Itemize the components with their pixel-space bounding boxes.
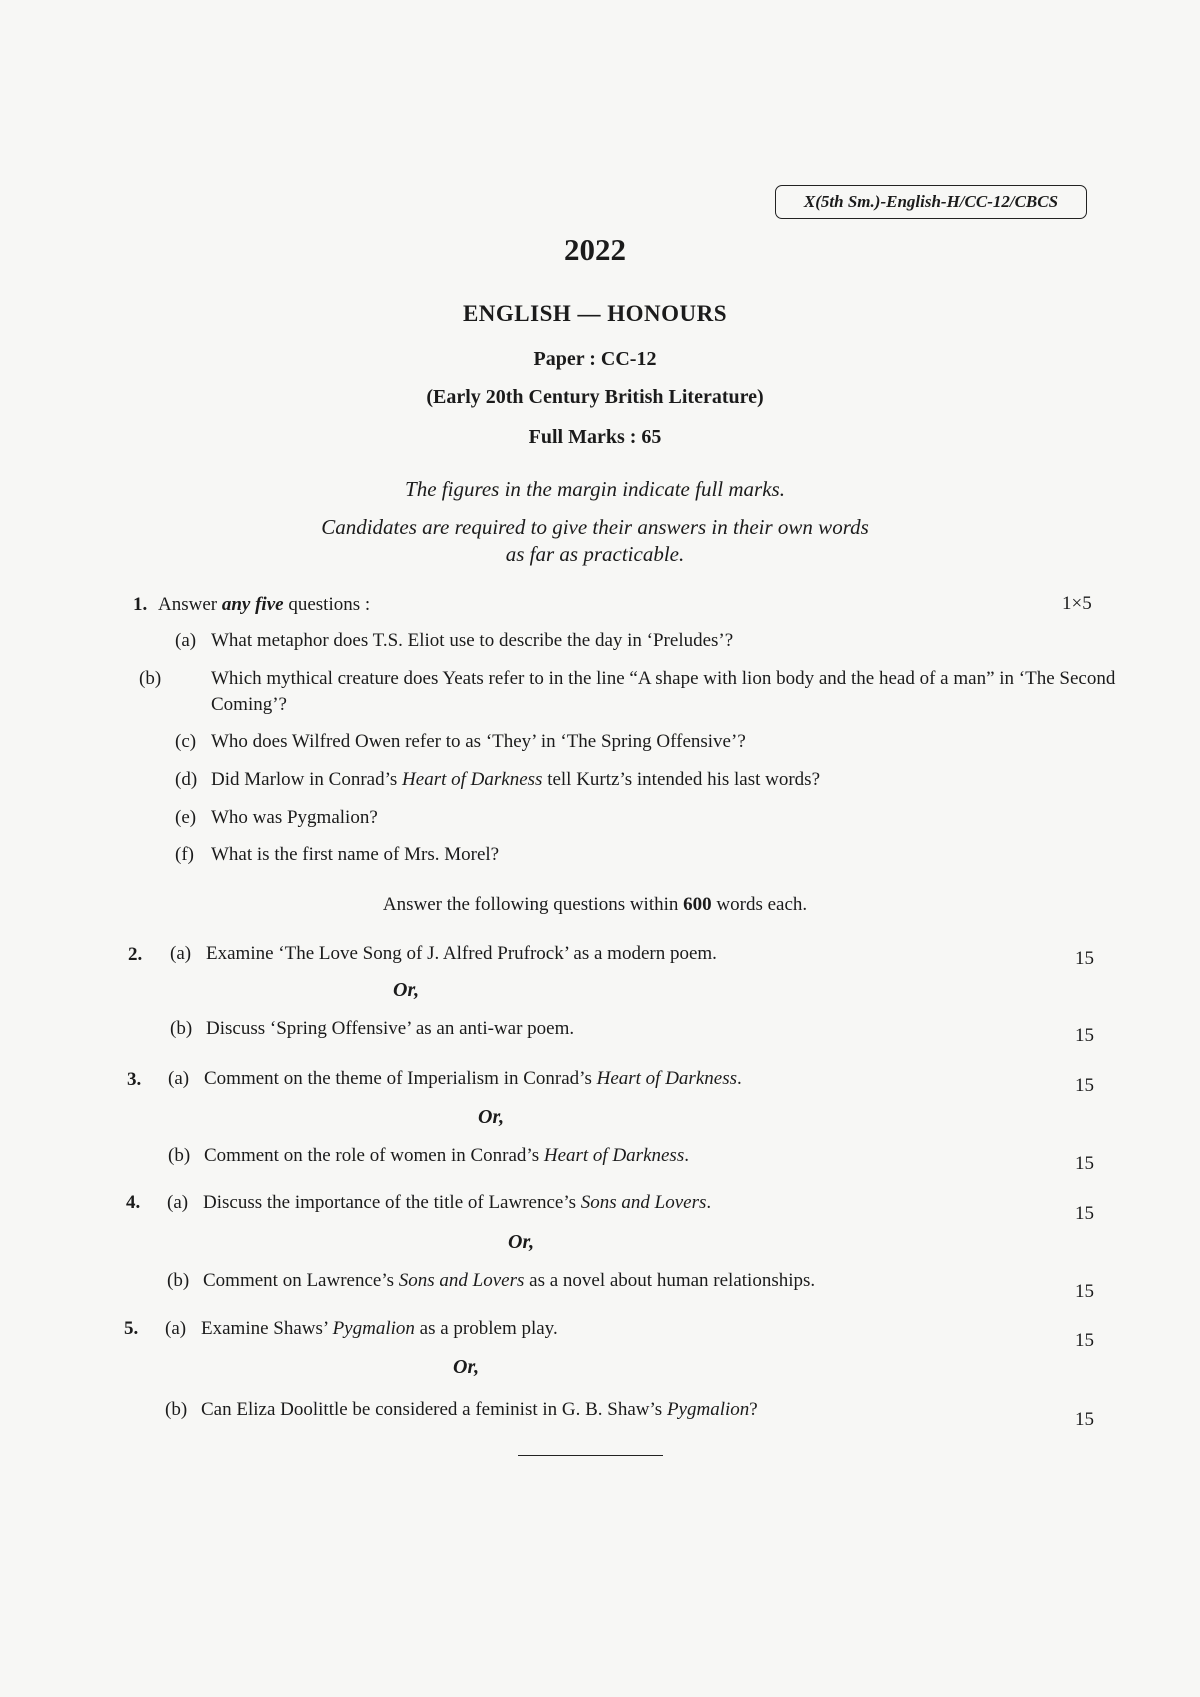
paper-label: Paper : CC-12 <box>533 348 657 370</box>
q4-option-b: (b) Comment on Lawrence’s Sons and Lovers as a novel about human relationships. <box>167 1270 816 1291</box>
end-rule <box>518 1455 663 1456</box>
question-2-number: 2. <box>128 944 143 965</box>
instruction-margin: The figures in the margin indicate full marks. <box>405 477 785 501</box>
q4-b-marks: 15 <box>1075 1281 1094 1302</box>
q2-b-marks: 15 <box>1075 1025 1094 1046</box>
q4-a-marks: 15 <box>1075 1203 1094 1224</box>
q5-or: Or, <box>453 1356 480 1378</box>
question-5-number: 5. <box>124 1318 139 1339</box>
q2-or: Or, <box>393 979 420 1001</box>
full-marks: Full Marks : 65 <box>528 426 662 448</box>
q4-option-a: (a) Discuss the importance of the title of Lawrence’s Sons and Lovers. <box>167 1192 712 1213</box>
instruction-own-words-2: as far as practicable. <box>505 542 685 566</box>
q2-option-a: (a) Examine ‘The Love Song of J. Alfred Prufrock’ as a modern poem. <box>170 943 717 964</box>
instruction-own-words-1: Candidates are required to give their answers in their own words <box>321 515 869 539</box>
question-1-prompt: Answer any five questions : <box>158 594 371 615</box>
q5-b-marks: 15 <box>1075 1409 1094 1430</box>
question-number: 1. <box>133 594 148 615</box>
q2-option-b: (b) Discuss ‘Spring Offensive’ as an anti-war poem. <box>170 1018 575 1039</box>
q5-option-a: (a) Examine Shaws’ Pygmalion as a problem play. <box>165 1318 558 1339</box>
q1-item-e: (e) Who was Pygmalion? <box>175 807 378 828</box>
q5-option-b: (b) Can Eliza Doolittle be considered a feminist in G. B. Shaw’s Pygmalion? <box>165 1399 758 1420</box>
question-4-number: 4. <box>126 1192 141 1213</box>
q1-item-a: (a) What metaphor does T.S. Eliot use to describe the day in ‘Preludes’? <box>175 630 734 651</box>
subject-title: ENGLISH — HONOURS <box>462 301 728 326</box>
question-1-marks: 1×5 <box>1062 593 1092 614</box>
paper-code: X(5th Sm.)-English-H/CC-12/CBCS <box>803 192 1059 211</box>
q3-or: Or, <box>478 1106 505 1128</box>
q1-item-d: (d) Did Marlow in Conrad’s Heart of Darkness tell Kurtz’s intended his last words? <box>175 769 820 790</box>
q1-item-f: (f) What is the first name of Mrs. Morel? <box>175 844 500 865</box>
q5-a-marks: 15 <box>1075 1330 1094 1351</box>
q1-item-b: (b) Which mythical creature does Yeats refer to in the line “A shape with lion body and the head of a man” in ‘The Second Coming’? <box>139 668 1116 715</box>
section-note: Answer the following questions within 600 words each. <box>382 894 808 915</box>
question-1 <box>133 593 370 617</box>
q3-option-a: (a) Comment on the theme of Imperialism in Conrad’s Heart of Darkness. <box>168 1068 742 1089</box>
exam-year: 2022 <box>564 232 626 267</box>
paper-subtitle: (Early 20th Century British Literature) <box>426 386 764 408</box>
paper-code-box <box>775 185 1087 219</box>
q2-a-marks: 15 <box>1075 948 1094 969</box>
q3-option-b: (b) Comment on the role of women in Conrad’s Heart of Darkness. <box>168 1145 689 1166</box>
question-3-number: 3. <box>127 1069 142 1090</box>
q3-b-marks: 15 <box>1075 1153 1094 1174</box>
q3-a-marks: 15 <box>1075 1075 1094 1096</box>
q1-item-c: (c) Who does Wilfred Owen refer to as ‘They’ in ‘The Spring Offensive’? <box>175 731 746 752</box>
q4-or: Or, <box>508 1231 535 1253</box>
